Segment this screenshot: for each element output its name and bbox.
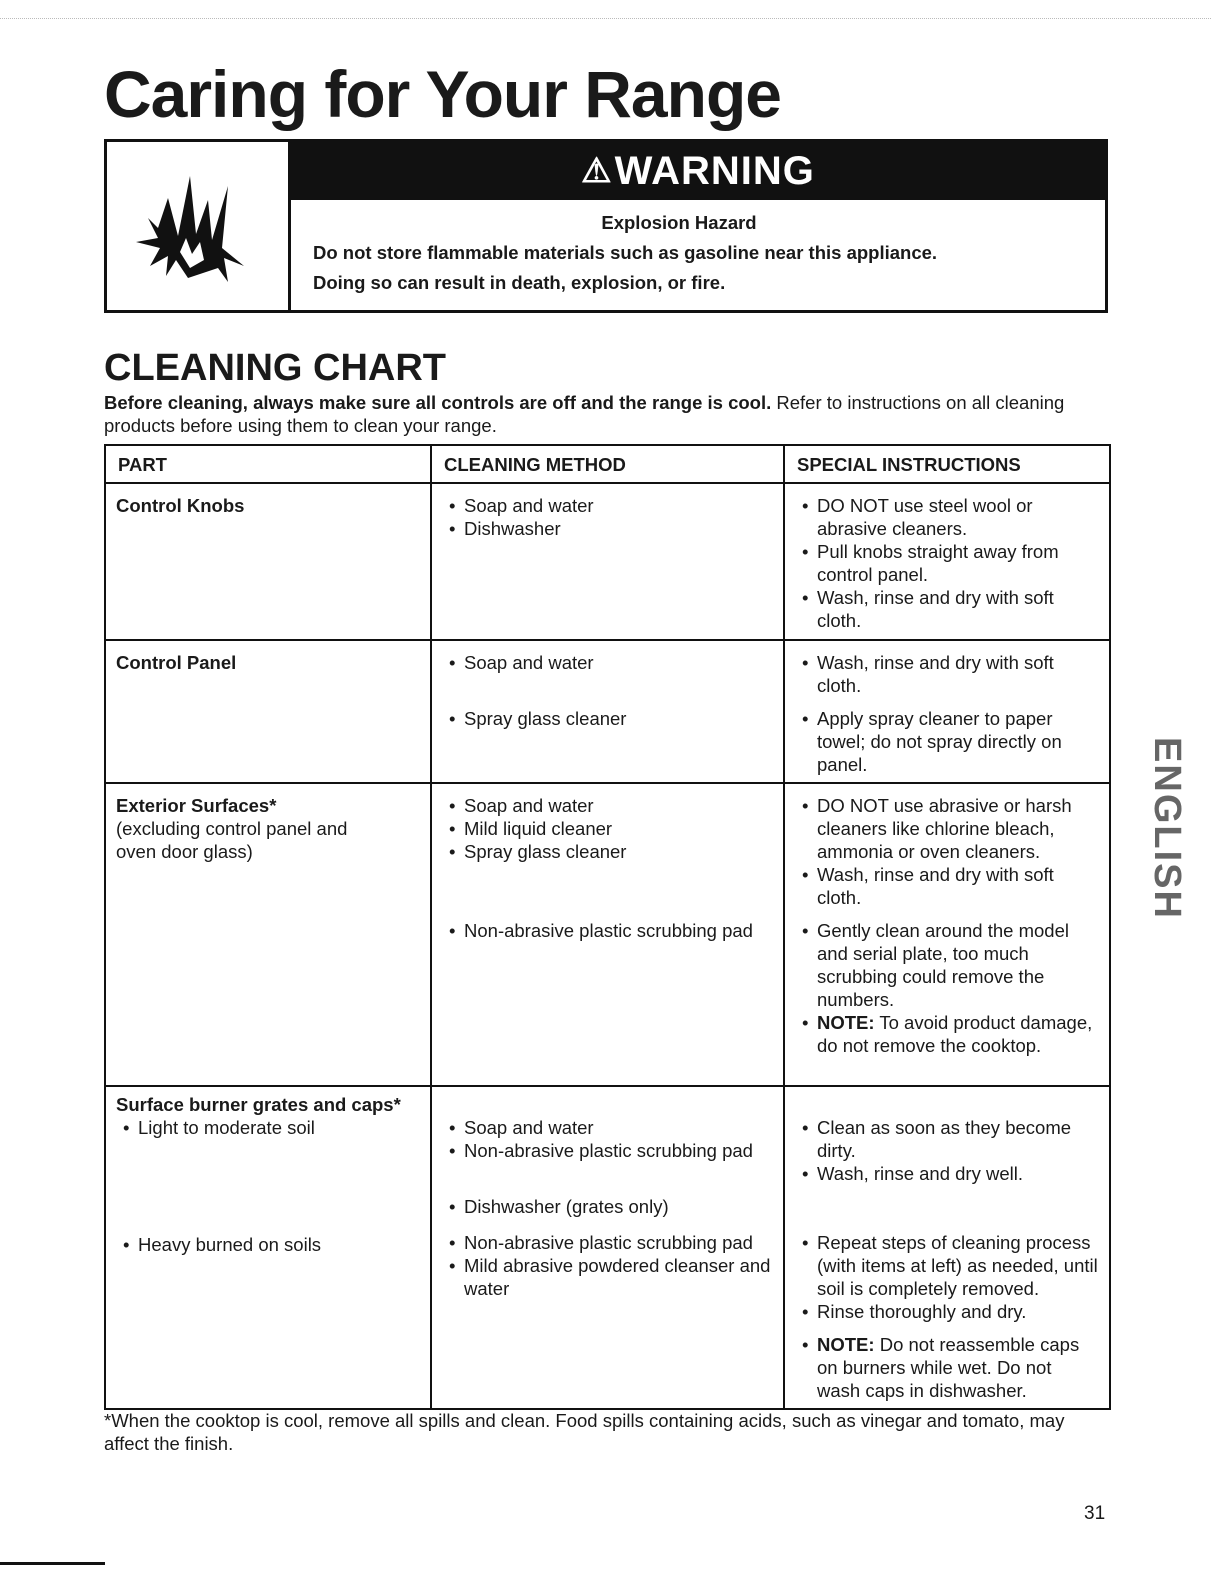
page-number: 31	[1084, 1503, 1106, 1524]
method-cell	[431, 1086, 784, 1409]
method-item: • Mild liquid cleaner	[442, 817, 773, 840]
cleaning-chart-table	[104, 444, 1111, 1410]
method-item: • Soap and water	[442, 1116, 773, 1139]
part-cell	[105, 783, 431, 1086]
method-item: • Spray glass cleaner	[442, 707, 773, 730]
instruction-item: • Wash, rinse and dry with soft cloth.	[795, 651, 1099, 697]
instruction-item: • Wash, rinse and dry with soft cloth.	[795, 586, 1099, 632]
part-name: Control Knobs	[116, 495, 245, 516]
instruction-item: • DO NOT use steel wool or abrasive cleaners.	[795, 494, 1099, 540]
note-label: NOTE:	[817, 1012, 875, 1033]
top-edge-rule	[0, 18, 1211, 19]
header-special-instructions: SPECIAL INSTRUCTIONS	[784, 445, 1110, 483]
method-item: • Soap and water	[442, 651, 773, 674]
method-cell	[431, 640, 784, 783]
table-row-control-knobs	[105, 483, 1110, 640]
part-name: Surface burner grates and caps*	[116, 1094, 401, 1115]
instruction-item: • Gently clean around the model and serial plate, too much scrubbing could remove the numbers.	[795, 919, 1099, 1011]
part-name: Exterior Surfaces*	[116, 795, 277, 816]
instruction-item: • Pull knobs straight away from control panel.	[795, 540, 1099, 586]
warning-triangle-icon: ⚠	[581, 152, 613, 190]
footnote: *When the cooktop is cool, remove all spills and clean. Food spills containing acids, such as vinegar and tomato, may affect the finish.	[104, 1410, 1065, 1454]
instruction-item: • Apply spray cleaner to paper towel; do not spray directly on panel.	[795, 707, 1099, 776]
soil-level-item: • Light to moderate soil	[116, 1116, 420, 1139]
instruction-item: • Rinse thoroughly and dry.	[795, 1300, 1099, 1323]
warning-box	[104, 139, 1108, 313]
method-cell	[431, 483, 784, 640]
instructions-cell	[784, 640, 1110, 783]
instruction-item: • Clean as soon as they become dirty.	[795, 1116, 1099, 1162]
warning-icon-cell	[107, 142, 291, 310]
note-item	[795, 1333, 1099, 1402]
table-header-row	[105, 445, 1110, 483]
header-cleaning-method: CLEANING METHOD	[431, 445, 784, 483]
method-item: • Dishwasher (grates only)	[442, 1195, 773, 1218]
instructions-cell	[784, 483, 1110, 640]
bottom-edge-rule	[0, 1562, 105, 1565]
table-row-control-panel	[105, 640, 1110, 783]
method-item: • Non-abrasive plastic scrubbing pad	[442, 919, 773, 942]
intro-paragraph	[104, 391, 1104, 437]
part-cell	[105, 483, 431, 640]
instructions-cell	[784, 783, 1110, 1086]
side-label-text: ENGLISH	[1145, 736, 1188, 920]
note-label: NOTE:	[817, 1334, 875, 1355]
intro-rest: Refer to instructions on all cleaning products before using them to clean your range.	[104, 392, 1065, 436]
method-item: • Soap and water	[442, 794, 773, 817]
warning-line-1: Do not store flammable materials such as gasoline near this appliance.	[313, 242, 938, 263]
part-note: (excluding control panel and oven door glass)	[116, 818, 348, 862]
table-row-burner-grates	[105, 1086, 1110, 1409]
method-item: • Non-abrasive plastic scrubbing pad	[442, 1139, 773, 1162]
part-cell	[105, 1086, 431, 1409]
hazard-title: Explosion Hazard	[601, 212, 757, 233]
language-side-label	[1145, 718, 1188, 938]
instruction-item: • Wash, rinse and dry with soft cloth.	[795, 863, 1099, 909]
method-item: • Dishwasher	[442, 517, 773, 540]
note-item	[795, 1011, 1099, 1057]
instruction-item: • DO NOT use abrasive or harsh cleaners like chlorine bleach, ammonia or oven cleaners.	[795, 794, 1099, 863]
method-item: • Mild abrasive powdered cleanser and water	[442, 1254, 773, 1300]
method-item: • Non-abrasive plastic scrubbing pad	[442, 1231, 773, 1254]
warning-text	[291, 200, 1105, 298]
instructions-cell	[784, 1086, 1110, 1409]
explosion-icon	[128, 156, 268, 296]
method-cell	[431, 783, 784, 1086]
table-row-exterior-surfaces	[105, 783, 1110, 1086]
part-name: Control Panel	[116, 652, 237, 673]
method-item: • Spray glass cleaner	[442, 840, 773, 863]
note-text: To avoid product damage, do not remove the cooktop.	[817, 1012, 1093, 1056]
page-title: Caring for Your Range	[104, 57, 781, 131]
note-text: Do not reassemble caps on burners while wet. Do not wash caps in dishwasher.	[817, 1334, 1080, 1401]
instruction-item: • Wash, rinse and dry well.	[795, 1162, 1099, 1185]
header-part: PART	[105, 445, 431, 483]
soil-level-item: • Heavy burned on soils	[116, 1233, 420, 1256]
warning-line-2: Doing so can result in death, explosion, or fire.	[313, 272, 726, 293]
instruction-item: • Repeat steps of cleaning process (with items at left) as needed, until soil is completely removed.	[795, 1231, 1099, 1300]
intro-bold: Before cleaning, always make sure all controls are off and the range is cool.	[104, 392, 772, 413]
warning-content	[291, 142, 1105, 310]
method-item: • Soap and water	[442, 494, 773, 517]
warning-banner-text: WARNING	[614, 148, 815, 193]
section-title: CLEANING CHART	[104, 347, 446, 389]
warning-banner	[291, 142, 1105, 200]
part-cell	[105, 640, 431, 783]
